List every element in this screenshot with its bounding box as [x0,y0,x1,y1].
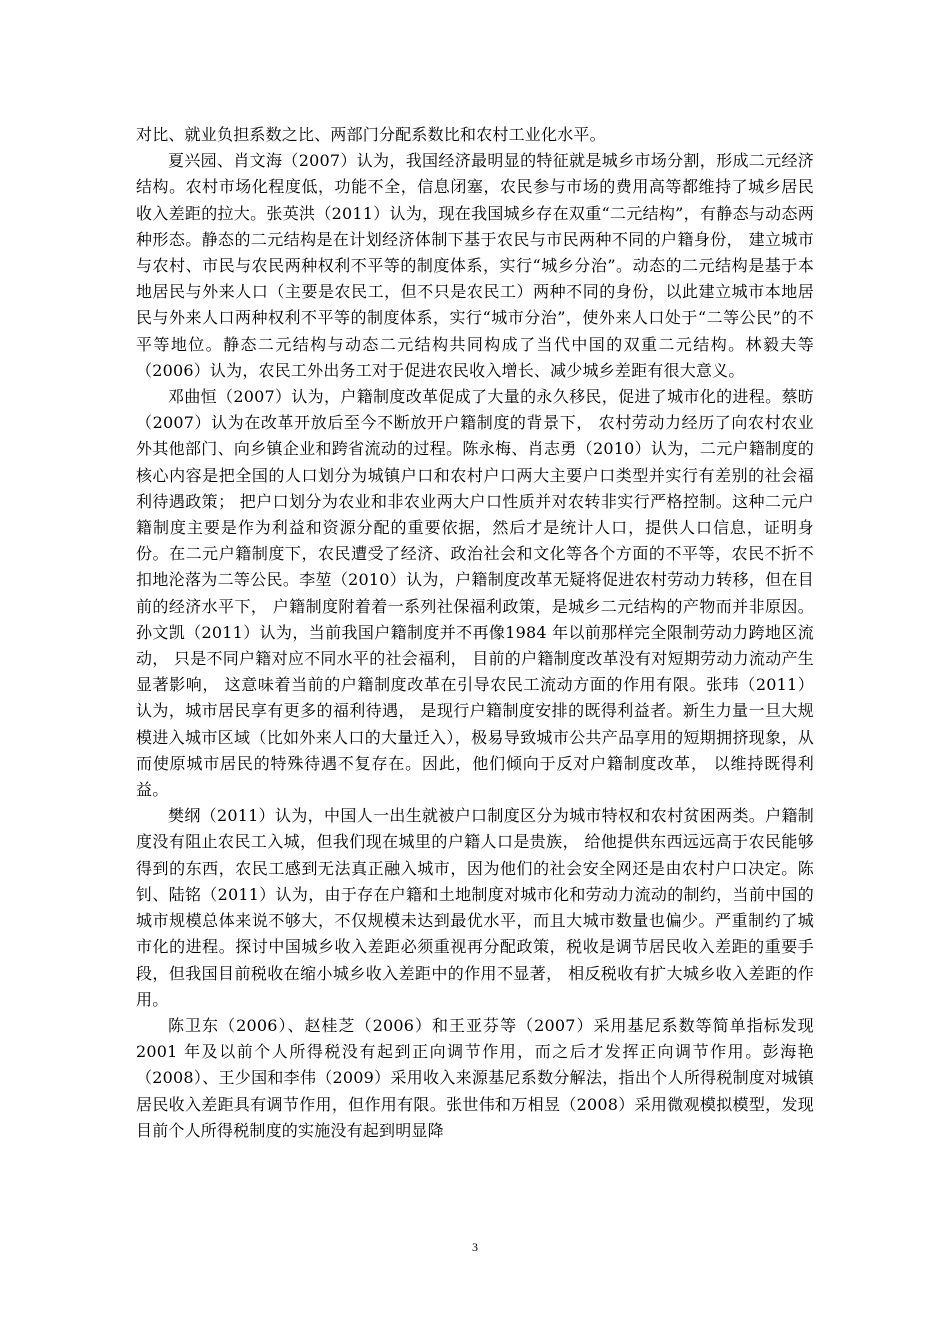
paragraph-2: 夏兴园、肖文海（2007）认为，我国经济最明显的特征就是城乡市场分割，形成二元经济结构。农村市场化程度低，功能不全，信息闭塞，农民参与市场的费用高等都维持了城乡居民收入差距的拉大。张英洪（2011）认为，现在我国城乡存在双重“二元结构”，有静态与动态两种形态。静态的二元结构是在计划经济体制下基于农民与市民两种不同的户籍身份， 建立城市与农村、市民与农民两种权利不平等的制度体系，实行“城乡分治”。动态的二元结构是基于本地居民与外来人口（主要是农民工，但不只是农民工）两种不同的身份，以此建立城市本地居民与外来人口两种权利不平等的制度体系，实行“城市分治”，使外来人口处于“二等公民”的不平等地位。静态二元结构与动态二元结构共同构成了当代中国的双重二元结构。林毅夫等（2006）认为，农民工外出务工对于促进农民收入增长、减少城乡差距有很大意义。 [136,151,814,380]
paragraph-3: 邓曲恒（2007）认为，户籍制度改革促成了大量的永久移民，促进了城市化的进程。蔡昉（2007）认为在改革开放后至今不断放开户籍制度的背景下， 农村劳动力经历了向农村农业外其他部门、向乡镇企业和跨省流动的过程。陈永梅、肖志勇（2010）认为，二元户籍制度的核心内容是把全国的人口划分为城镇户口和农村户口两大主要户口类型并实行有差别的社会福利待遇政策； 把户口划分为农业和非农业两大户口性质并对农转非实行严格控制。这种二元户籍制度主要是作为利益和资源分配的重要依据，然后才是统计人口，提供人口信息，证明身份。在二元户籍制度下，农民遭受了经济、政治社会和文化等各个方面的不平等，农民不折不扣地沦落为二等公民。李堃（2010）认为，户籍制度改革无疑将促进农村劳动力转移，但在目前的经济水平下， 户籍制度附着着一系列社保福利政策，是城乡二元结构的产物而并非原因。孙文凯（2011）认为，当前我国户籍制度并不再像1984 年以前那样完全限制劳动力跨地区流动， 只是不同户籍对应不同水平的社会福利， 目前的户籍制度改革没有对短期劳动力流动产生显著影响， 这意味着当前的户籍制度改革在引导农民工流动方面的作用有限。张玮（2011）认为，城市居民享有更多的福利待遇， 是现行户籍制度安排的既得利益者。新生力量一旦大规模进入城市区域（比如外来人口的大量迁入），极易导致城市公共产品享用的短期拥挤现象，从而使原城市居民的特殊待遇不复存在。因此，他们倾向于反对户籍制度改革， 以维持既得利益。 [136,387,814,800]
paragraph-5: 陈卫东（2006）、赵桂芝（2006）和王亚芬等（2007）采用基尼系数等简单指标发现2001 年及以前个人所得税没有起到正向调节作用，而之后才发挥正向调节作用。彭海艳（2008）、王少国和李伟（2009）采用收入来源基尼系数分解法，指出个人所得税制度对城镇居民收入差距具有调节作用，但作用有限。张世伟和万相昱（2008）采用微观模拟模型，发现目前个人所得税制度的实施没有起到明显降 [136,1015,814,1140]
paragraph-4: 樊纲（2011）认为，中国人一出生就被户口制度区分为城市特权和农村贫困两类。户籍制度没有阻止农民工入城，但我们现在城里的户籍人口是贵族， 给他提供东西远远高于农民能够得到的东西，农民工感到无法真正融入城市，因为他们的社会安全网还是由农村户口决定。陈钊、陆铭（2011）认为，由于存在户籍和土地制度对城市化和劳动力流动的制约，当前中国的城市规模总体来说不够大，不仅规模未达到最优水平，而且大城市数量也偏少。严重制约了城市化的进程。探讨中国城乡收入差距必须重视再分配政策，税收是调节居民收入差距的重要手段，但我国目前税收在缩小城乡收入差距中的作用不显著， 相反税收有扩大城乡收入差距的作用。 [136,806,814,1009]
paragraph-1: 对比、就业负担系数之比、两部门分配系数比和农村工业化水平。 [136,125,606,144]
body-text [136,122,814,1144]
page-number: 3 [472,1240,478,1254]
